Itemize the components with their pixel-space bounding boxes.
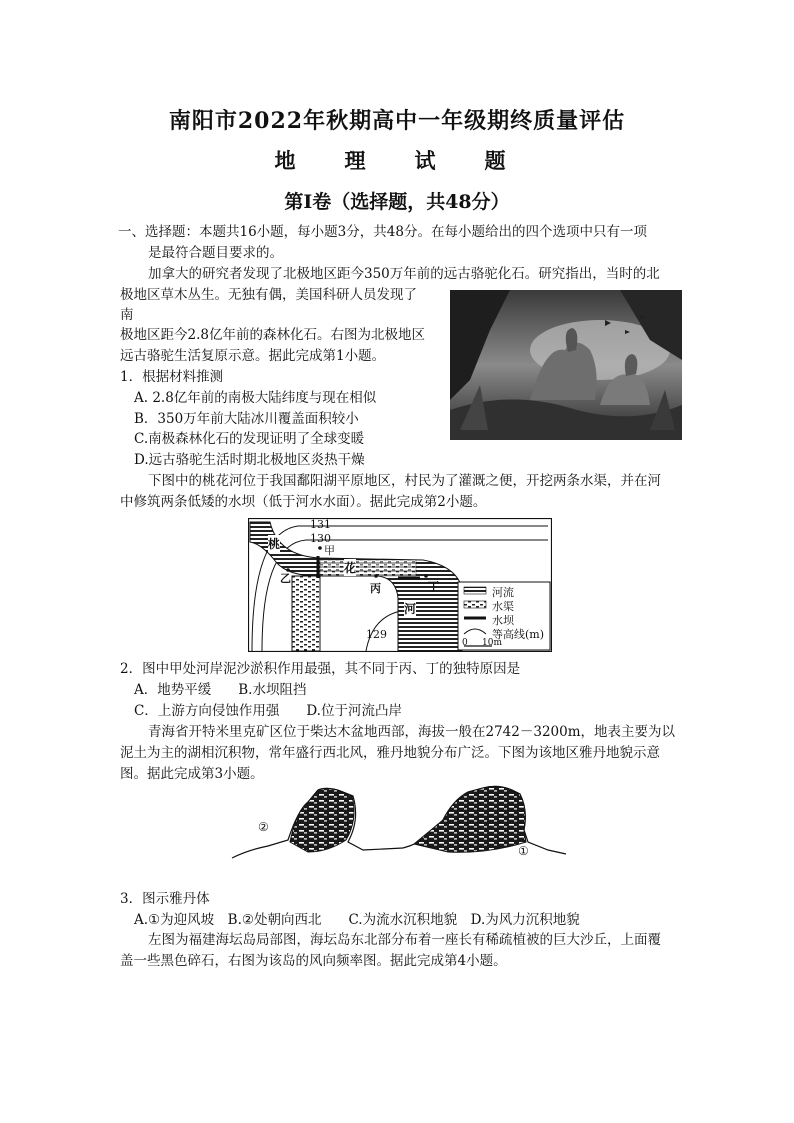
instructions-line1: 一、选择题：本题共16小题，每小题3分，共48分。在每小题给出的四个选项中只有一项: [118, 224, 647, 240]
q1-option-a: A. 2.8亿年前的南极大陆纬度与现在相似: [134, 390, 377, 406]
q1-stem: 1．根据材料推测: [120, 369, 224, 385]
point-label-yi: 乙: [280, 572, 291, 585]
point-label-bing: 丙: [370, 582, 381, 595]
q2-stem: 2．图中甲处河岸泥沙淤积作用最强，其不同于丙、丁的独特原因是: [120, 661, 521, 677]
q1-option-b: B．350万年前大陆冰川覆盖面积较小: [134, 411, 359, 427]
legend-contour: 等高线(m): [492, 628, 545, 641]
point-label-jia: 甲: [324, 544, 335, 557]
passage3-line1: 青海省开特米里克矿区位于柴达木盆地西部，海拔一般在2742－3200m，地表主要为以: [148, 724, 676, 740]
q2-options-cd: C．上游方向侵蚀作用强 D.位于河流凸岸: [134, 703, 402, 719]
legend-river: 河流: [492, 586, 514, 599]
legend-canal: 水渠: [492, 600, 514, 613]
scale-zero: 0: [462, 638, 468, 648]
passage1-line4: 极地区距今2.8亿年前的森林化石。右图为北极地区: [120, 327, 425, 343]
passage2-line2: 中修筑两条低矮的水坝（低于河水水面）。据此完成第2小题。: [120, 494, 487, 510]
contour-label-130: 130: [310, 532, 331, 545]
contour-label-131: 131: [310, 518, 331, 531]
river-label-hua: 花: [344, 561, 357, 575]
passage1-line2: 极地区草木丛生。无独有偶，美国科研人员发现了: [120, 287, 417, 303]
passage2-line1: 下图中的桃花河位于我国鄱阳湖平原地区，村民为了灌溉之便，开挖两条水渠，并在河: [148, 473, 661, 489]
section-title: 第Ⅰ卷（选择题，共48分）: [284, 191, 510, 213]
yardang-svg: [228, 780, 568, 880]
subject-title: 地 理 试 题: [274, 148, 520, 173]
river-label-he: 河: [404, 602, 417, 616]
passage1-line5: 远古骆驼生活复原示意。据此完成第1小题。: [120, 348, 386, 364]
passage4-line1: 左图为福建海坛岛局部图，海坛岛东北部分布着一座长有稀疏植被的巨大沙丘，上面覆: [148, 932, 661, 948]
yardang-figure: [228, 780, 568, 880]
contour-label-129: 129: [366, 628, 387, 641]
passage1-line3: 南: [120, 307, 134, 323]
q1-option-d: D.远古骆驼生活时期北极地区炎热干燥: [134, 452, 365, 468]
legend-dam: 水坝: [492, 614, 514, 627]
passage4-line2: 盖一些黑色碎石，右图为该岛的风向频率图。据此完成第4小题。: [120, 953, 507, 969]
taohua-river-map: [248, 518, 552, 652]
instructions-line2: 是最符合题目要求的。: [148, 245, 283, 261]
yardang-label-2: ②: [258, 820, 269, 834]
q1-option-c: C.南极森林化石的发现证明了全球变暖: [134, 431, 365, 447]
arctic-camel-illustration: [450, 290, 682, 440]
passage3-line3: 图。据此完成第3小题。: [120, 766, 264, 782]
q2-options-ab: A．地势平缓 B.水坝阻挡: [134, 682, 307, 698]
passage1-line1: 加拿大的研究者发现了北极地区距今350万年前的远古骆驼化石。研究指出，当时的北: [148, 266, 660, 282]
point-label-ding: 丁: [428, 580, 439, 593]
q3-options: A.①为迎风坡 B.②处朝向西北 C.为流水沉积地貌 D.为风力沉积地貌: [134, 912, 580, 928]
passage3-line2: 泥土为主的湖相沉积物，常年盛行西北风，雅丹地貌分布广泛。下图为该地区雅丹地貌示意: [120, 745, 660, 761]
yardang-label-1: ①: [518, 844, 529, 858]
river-label-tao: 桃: [268, 537, 281, 551]
exam-title: 南阳市2022年秋期高中一年级期终质量评估: [168, 108, 626, 134]
q3-stem: 3．图示雅丹体: [120, 891, 210, 907]
scale-ten: 10m: [482, 638, 502, 648]
